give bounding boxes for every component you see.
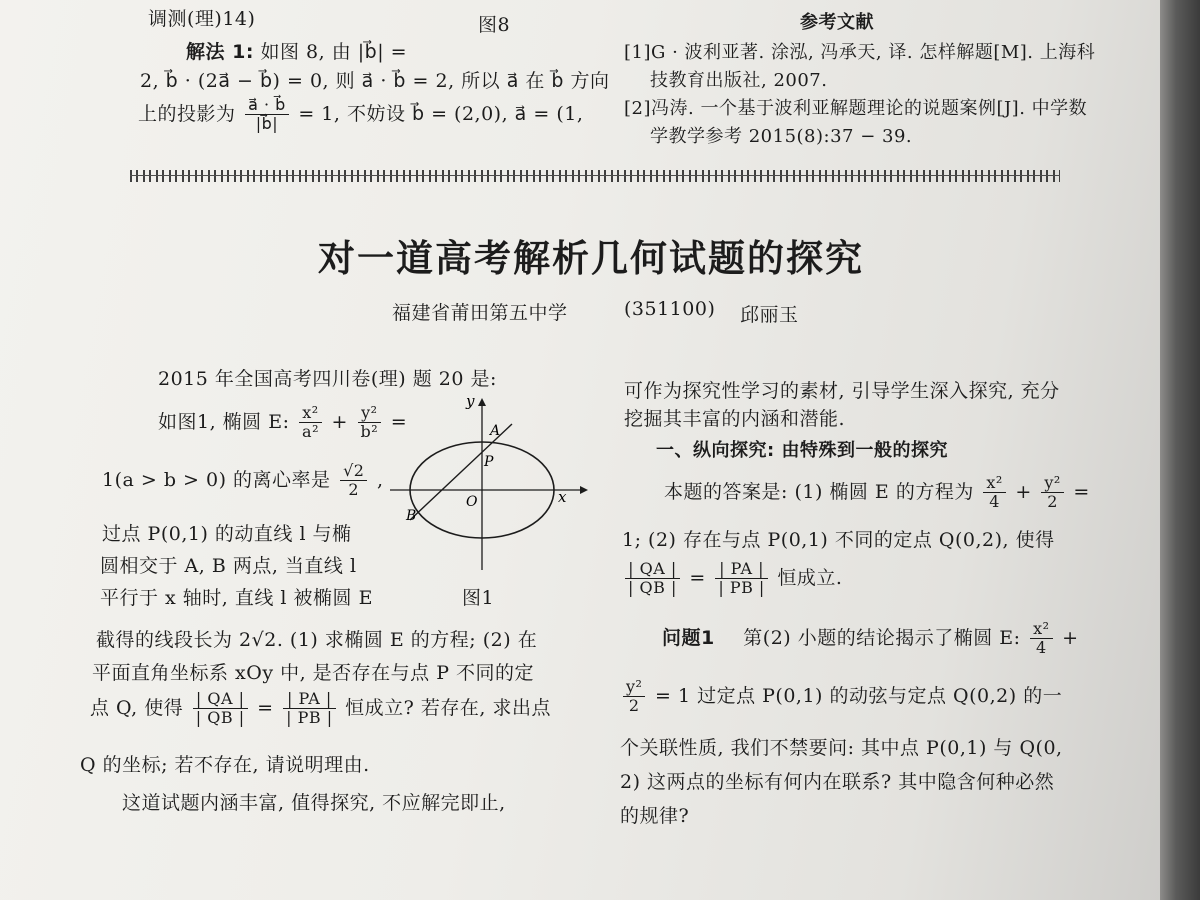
article-title: 对一道高考解析几何试题的探究: [318, 237, 864, 280]
left-para-4: 过点 P(0,1) 的动直线 l 与椭: [102, 523, 352, 545]
right-para-4: 1; (2) 存在与点 P(0,1) 不同的定点 Q(0,2), 使得: [622, 529, 1055, 551]
left-para-5: 圆相交于 A, B 两点, 当直线 l: [100, 555, 357, 577]
left-para-7: 截得的线段长为 2√2. (1) 求椭圆 E 的方程; (2) 在: [96, 629, 538, 651]
figure1-ellipse-diagram: [380, 390, 600, 580]
solution-label: 解法 1:: [186, 41, 254, 63]
underlying-page-edge: [1160, 0, 1200, 900]
left-para-11: 这道试题内涵丰富, 值得探究, 不应解完即止,: [122, 792, 506, 814]
left-para-1: 2015 年全国高考四川卷(理) 题 20 是:: [158, 368, 497, 390]
solution-line-2: 2, b⃗ · (2a⃗ − b⃗) = 0, 则 a⃗ · b⃗ = 2, 所以 a⃗ 在 b⃗ 方向: [140, 70, 610, 92]
author-postcode: (351100): [624, 298, 716, 320]
solution-line-3: 上的投影为 $\frac{a⃗ \cdot b⃗}{|b⃗|}$ = 1, 不妨设 b⃗ = (2,0), a⃗ = (1,: [138, 95, 584, 134]
projection-fraction: $\frac{a⃗ \cdot b⃗}{|b⃗|}$: [245, 96, 289, 134]
prev-article-tail: 调测(理)14): [148, 8, 256, 30]
reference-2-line-2: 学教学参考 2015(8):37 − 39.: [650, 126, 913, 147]
label-y: y: [466, 392, 475, 410]
label-point-b: B: [406, 508, 417, 524]
left-para-3: 1(a > b > 0) 的离心率是 $\frac{√2}{2}$ ,: [102, 461, 384, 500]
author-school: 福建省莆田第五中学: [392, 302, 568, 324]
left-para-2: 如图1, 椭圆 E: $\frac{\text{x²}}{\text{a²}}$ + $\frac{\text{y²}}{\text{b²}}$ =: [158, 403, 408, 442]
figure1-caption: 图1: [462, 587, 495, 609]
reference-1-line-2: 技教育出版社, 2007.: [650, 70, 828, 91]
right-para-2: 挖掘其丰富的内涵和潜能.: [624, 408, 846, 430]
references-heading: 参考文献: [800, 12, 874, 33]
section-heading-1: 一、纵向探究: 由特殊到一般的探究: [656, 440, 948, 461]
right-para-9: 的规律?: [620, 805, 690, 827]
left-para-9: 点 Q, 使得 $\frac{| QA |}{| QB |}$ = $\frac{| PA |}{| PB |}$ 恒成立? 若存在, 求出点: [90, 689, 551, 728]
right-para-7: 个关联性质, 我们不禁要问: 其中点 P(0,1) 与 Q(0,: [620, 737, 1063, 759]
reference-2-line-1: [2]冯涛. 一个基于波利亚解题理论的说题案例[J]. 中学数: [624, 98, 1088, 119]
left-para-6: 平行于 x 轴时, 直线 l 被椭圆 E: [100, 587, 373, 609]
label-x: x: [558, 488, 567, 506]
label-point-a: A: [490, 423, 501, 439]
label-origin: O: [466, 494, 478, 510]
ornamental-divider: [130, 170, 1060, 182]
y-axis-arrow: [478, 398, 486, 406]
left-para-8: 平面直角坐标系 xOy 中, 是否存在与点 P 不同的定: [92, 662, 535, 684]
x-axis-arrow: [580, 486, 588, 494]
label-point-p: P: [484, 454, 494, 470]
question-1-label: 问题1: [662, 626, 715, 649]
left-para-10: Q 的坐标; 若不存在, 请说明理由.: [80, 754, 370, 776]
right-para-6: $\frac{\text{y²}}{2}$ = 1 过定点 P(0,1) 的动弦与定点 Q(0,2) 的一: [620, 678, 1062, 716]
right-para-5: $\frac{| QA |}{| QB |}$ = $\frac{| PA |}{| PB |}$ 恒成立.: [622, 560, 842, 598]
author-name: 邱丽玉: [740, 304, 799, 326]
figure8-caption: 图8: [478, 14, 511, 36]
right-para-3: 本题的答案是: (1) 椭圆 E 的方程为 $\frac{\text{x²}}{4}$ + $\frac{\text{y²}}{2}$ =: [664, 473, 1090, 512]
right-para-1: 可作为探究性学习的素材, 引导学生深入探究, 充分: [624, 380, 1060, 402]
right-para-8: 2) 这两点的坐标有何内在联系? 其中隐含何种必然: [620, 771, 1055, 793]
reference-1-line-1: [1]G · 波利亚著. 涂泓, 冯承天, 译. 怎样解题[M]. 上海科: [624, 42, 1096, 63]
solution-line-1: 解法 1: 如图 8, 由 |b⃗| =: [186, 41, 408, 63]
question-1-line: 问题1 第(2) 小题的结论揭示了椭圆 E: $\frac{\text{x²}}{4}$ +: [662, 619, 1079, 658]
